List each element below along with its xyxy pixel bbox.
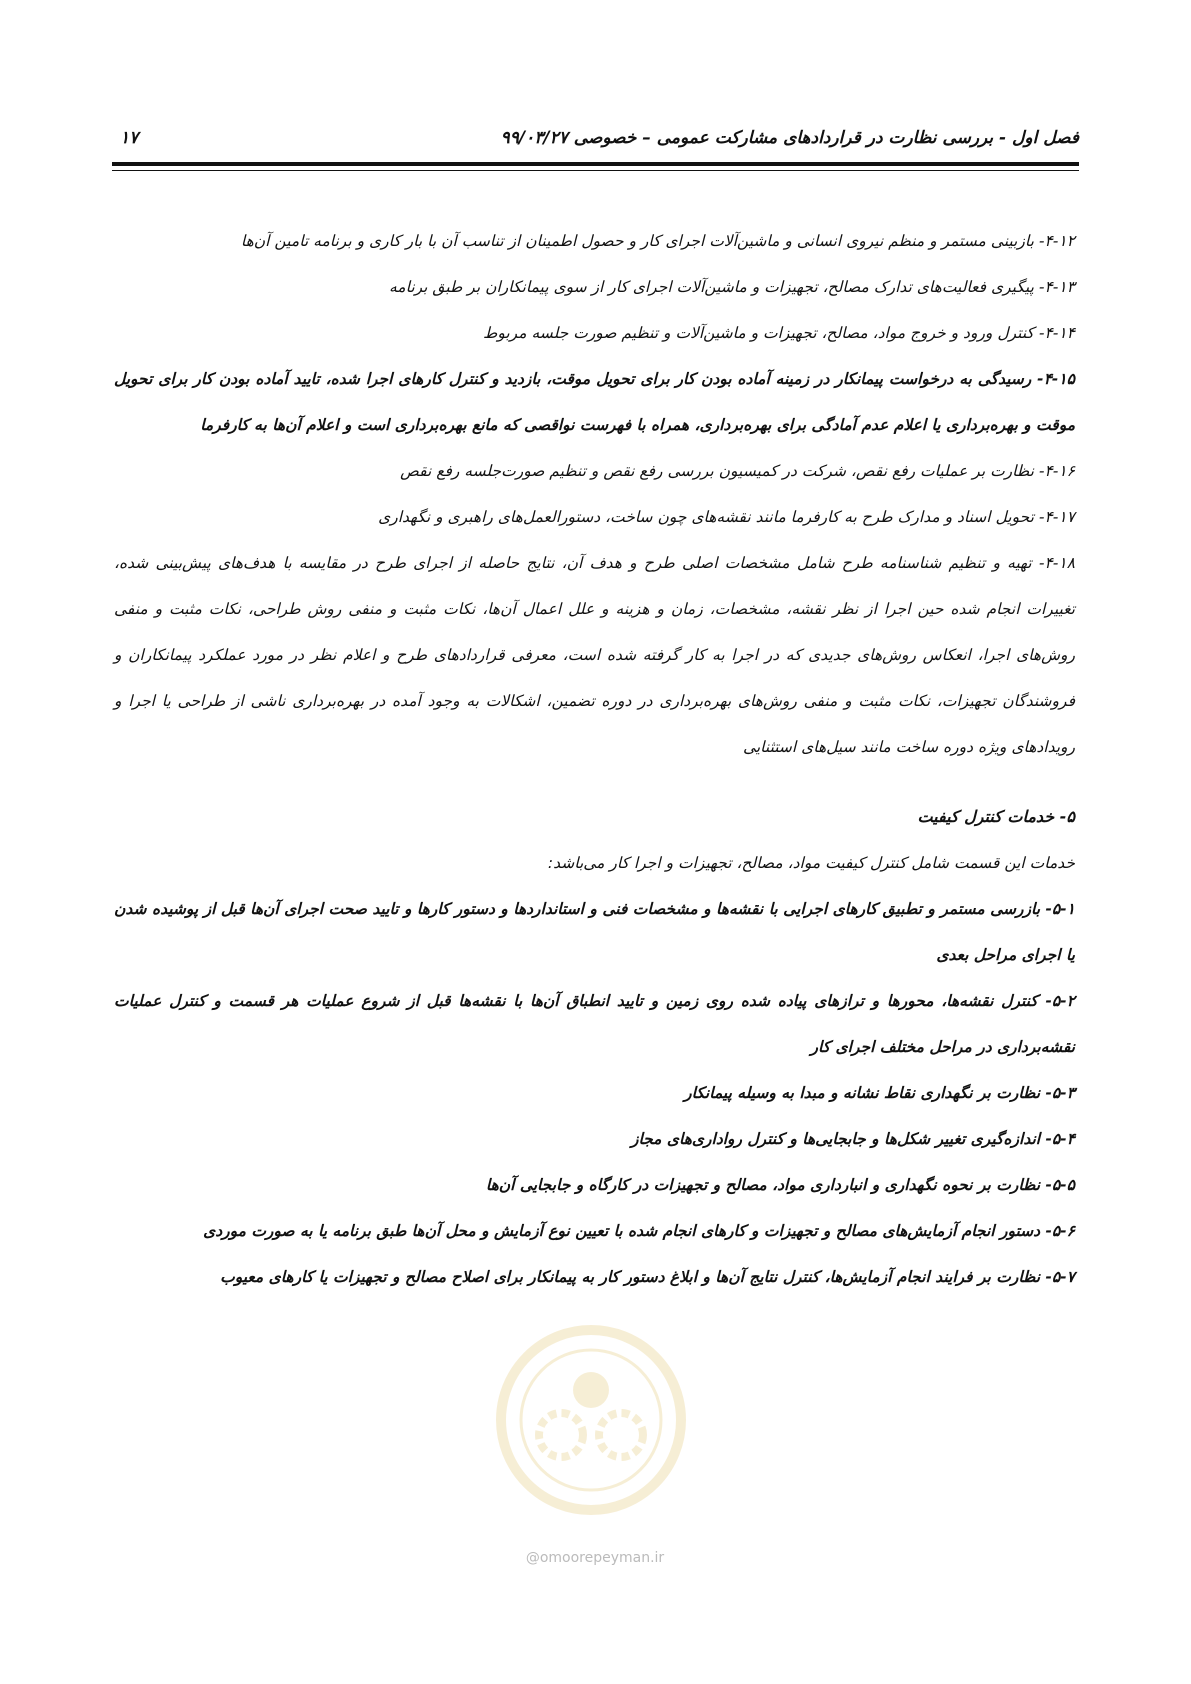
paragraph-4-16: ۴-۱۶- نظارت بر عملیات رفع نقص، شرکت در کمیسیون بررسی رفع نقص و تنظیم صورت‌جلسه رفع نقص [400, 462, 1075, 480]
page-number: ۱۷ [120, 128, 139, 148]
page-body [114, 218, 1075, 1300]
paragraph-4-12: ۴-۱۲- بازبینی مستمر و منظم نیروی انسانی و ماشین‌آلات اجرای کار و حصول اطمینان از تناسب آن با بار کاری و برنامه تامین آن‌ها [240, 232, 1075, 250]
item-5-6: ۵-۶- دستور انجام آزمایش‌های مصالح و تجهیزات و کارهای انجام شده با تعیین نوع آزمایش و محل آن‌ها طبق برنامه یا به صورت موردی [203, 1222, 1075, 1240]
header-rule-thin [112, 170, 1079, 171]
section-gap [114, 770, 1075, 794]
header-rule-thick [112, 162, 1079, 166]
section-5-title: ۵- خدمات کنترل کیفیت [917, 807, 1075, 826]
paragraph-4-18: ۴-۱۸- تهیه و تنظیم شناسنامه طرح شامل مشخصات اصلی طرح و هدف آن، نتایج حاصله از اجرای طرح در مقایسه با هدف‌های پیش‌بینی شده، تغییرات انجام شده حین اجرا از نظر نقشه، مشخصات، زمان و هزینه و علل اعمال آن‌ها، نکات مثبت و منفی روش طراحی، نکات مثبت و منفی روش‌های اجرا، انعکاس روش‌های جدیدی که در اجرا به کار گرفته شده است، معرفی قراردادهای طرح و اعلام نظر در مورد عملکرد پیمانکاران و فروشندگان تجهیزات، نکات مثبت و منفی روش‌های بهره‌برداری در دوره تضمین، اشکالات به وجود آمده در بهره‌برداری ناشی از طراحی یا اجرا و رویدادهای ویژه دوره ساخت مانند سیل‌های استثنایی [114, 554, 1076, 756]
page-header [112, 128, 1079, 156]
paragraph-4-17: ۴-۱۷- تحویل اسناد و مدارک طرح به کارفرما مانند نقشه‌های چون ساخت، دستورالعمل‌های راهبری و نگهداری [378, 508, 1075, 526]
item-5-5: ۵-۵- نظارت بر نحوه نگهداری و انبارداری مواد، مصالح و تجهیزات در کارگاه و جابجایی آن‌ها [485, 1176, 1075, 1194]
item-5-3: ۵-۳- نظارت بر نگهداری نقاط نشانه و مبدا به وسیله پیمانکار [684, 1084, 1075, 1102]
item-5-4: ۵-۴- اندازه‌گیری تغییر شکل‌ها و جابجایی‌ها و کنترل رواداری‌های مجاز [630, 1130, 1075, 1148]
paragraph-4-15: ۴-۱۵- رسیدگی به درخواست پیمانکار در زمینه آماده بودن کار برای تحویل موقت، بازدید و کنترل کارهای اجرا شده، تایید آماده بودن کار برای تحویل موقت و بهره‌برداری یا اعلام عدم آمادگی برای بهره‌برداری، همراه با فهرست نواقصی که مانع بهره‌برداری است و اعلام آن‌ها به کارفرما [114, 370, 1075, 434]
paragraph-4-13: ۴-۱۳- پیگیری فعالیت‌های تدارک مصالح، تجهیزات و ماشین‌آلات اجرای کار از سوی پیمانکاران بر طبق برنامه [388, 278, 1075, 296]
item-5-7: ۵-۷- نظارت بر فرایند انجام آزمایش‌ها، کنترل نتایج آن‌ها و ابلاغ دستور کار به پیمانکار برای اصلاح مصالح و تجهیزات یا کارهای معیوب [220, 1268, 1075, 1286]
item-5-1: ۵-۱- بازرسی مستمر و تطبیق کارهای اجرایی با نقشه‌ها و مشخصات فنی و استانداردها و دستور کارها و تایید صحت اجرای آن‌ها قبل از پوشیده شدن یا اجرای مراحل بعدی [114, 900, 1075, 964]
section-5-intro: خدمات این قسمت شامل کنترل کیفیت مواد، مصالح، تجهیزات و اجرا کار می‌باشد: [547, 854, 1075, 872]
item-5-2: ۵-۲- کنترل نقشه‌ها، محورها و ترازهای پیاده شده روی زمین و تایید انطباق آن‌ها با نقشه‌ها قبل از شروع عملیات هر قسمت و کنترل عملیات نقشه‌برداری در مراحل مختلف اجرای کار [114, 992, 1075, 1056]
header-title: فصل اول - بررسی نظارت در قراردادهای مشارکت عمومی – خصوصی ۹۹/۰۳/۲۷ [500, 128, 1079, 148]
paragraph-4-14: ۴-۱۴- کنترل ورود و خروج مواد، مصالح، تجهیزات و ماشین‌آلات و تنظیم صورت جلسه مربوط [483, 324, 1075, 342]
watermark-logo [491, 1320, 691, 1520]
watermark-text: @omoorepeyman.ir [525, 1550, 665, 1566]
